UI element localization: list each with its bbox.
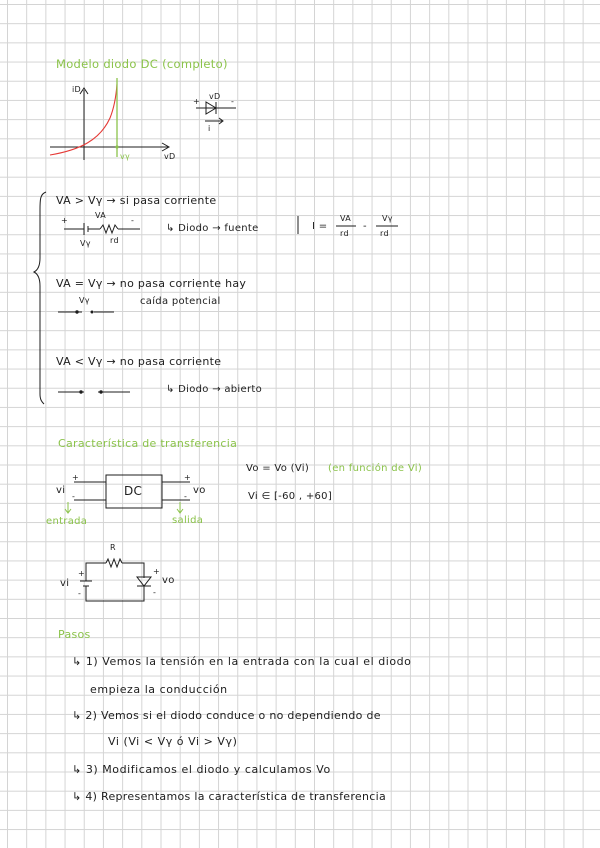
diode-voltage-label: vD	[209, 92, 221, 101]
circuit-source-minus: -	[78, 589, 82, 598]
case1-top-label: VA	[95, 211, 107, 220]
step-3: ↳ 3) Modificamos el diodo y calculamos Vo	[72, 763, 331, 776]
case2-condition: VA = Vγ → no pasa corriente hay	[56, 277, 247, 290]
cases-bracket	[34, 192, 46, 404]
input-caption: entrada	[46, 516, 88, 527]
block-input-label: vi	[56, 485, 66, 496]
formula-lhs: I =	[312, 221, 328, 232]
block-output-minus: -	[184, 492, 188, 501]
diode-minus: -	[231, 97, 235, 106]
circuit-source-label: vi	[60, 578, 70, 589]
case1-source-label: Vγ	[80, 239, 91, 248]
step-2: ↳ 2) Vemos si el diodo conduce o no dependiendo de	[72, 709, 381, 722]
graph-knee-label: vγ	[120, 152, 131, 161]
case1-note: ↳ Diodo → fuente	[166, 223, 259, 234]
diode-current-label: i	[208, 124, 211, 133]
formula-op: -	[363, 221, 367, 232]
transfer-eq1-note: (en función de Vi)	[328, 463, 423, 474]
formula-den1: rd	[340, 229, 349, 238]
case3-node	[79, 390, 82, 393]
block-output-label: vo	[193, 485, 206, 496]
iv-graph	[50, 88, 169, 160]
graph-x-label: vD	[164, 152, 176, 161]
case1-resistor-label: rd	[110, 236, 119, 245]
case3-node	[99, 390, 102, 393]
formula-num1: VA	[340, 214, 352, 223]
section1-title: Modelo diodo DC (completo)	[56, 57, 228, 71]
formula-den2: rd	[380, 229, 389, 238]
graph-y-label: iD	[72, 85, 81, 94]
case3-note: ↳ Diodo → abierto	[166, 384, 263, 395]
case1-plus: +	[61, 216, 69, 225]
block-input-plus: +	[72, 473, 80, 482]
circuit-output-plus: +	[153, 567, 161, 576]
step-2-cont: Vi (Vi < Vγ ó Vi > Vγ)	[108, 735, 238, 748]
rd-circuit	[80, 559, 151, 601]
dc-block-label: DC	[124, 484, 143, 498]
case2-node	[91, 311, 94, 314]
circuit-output-minus: -	[153, 588, 157, 597]
formula-num2: Vγ	[382, 214, 393, 223]
case2-node	[75, 310, 78, 313]
case1-condition: VA > Vγ → si pasa corriente	[56, 194, 217, 207]
circuit-source-plus: +	[78, 569, 86, 578]
block-output-plus: +	[184, 473, 192, 482]
step-1: ↳ 1) Vemos la tensión en la entrada con la cual el diodo	[72, 655, 412, 668]
case1-minus: -	[131, 216, 135, 225]
diode-plus: +	[193, 97, 201, 106]
case2-circuit-label: Vγ	[79, 296, 90, 305]
step-1-cont: empieza la conducción	[90, 683, 228, 696]
output-caption: salida	[172, 515, 204, 526]
circuit-resistor-label: R	[110, 543, 116, 552]
block-input-minus: -	[72, 492, 76, 501]
pasos-title: Pasos	[58, 628, 91, 641]
case1-circuit	[64, 223, 140, 235]
transfer-eq1: Vo = Vo (Vi)	[246, 463, 310, 474]
threshold-point	[115, 145, 118, 148]
case2-note: caída potencial	[140, 296, 221, 307]
diode-symbol	[196, 102, 236, 124]
case3-condition: VA < Vγ → no pasa corriente	[56, 355, 222, 368]
section2-title: Característica de transferencia	[58, 437, 238, 450]
circuit-output-label: vo	[162, 575, 175, 586]
transfer-eq2: Vi ∈ [-60 , +60]	[248, 491, 333, 502]
step-4: ↳ 4) Representamos la característica de transferencia	[72, 790, 387, 803]
